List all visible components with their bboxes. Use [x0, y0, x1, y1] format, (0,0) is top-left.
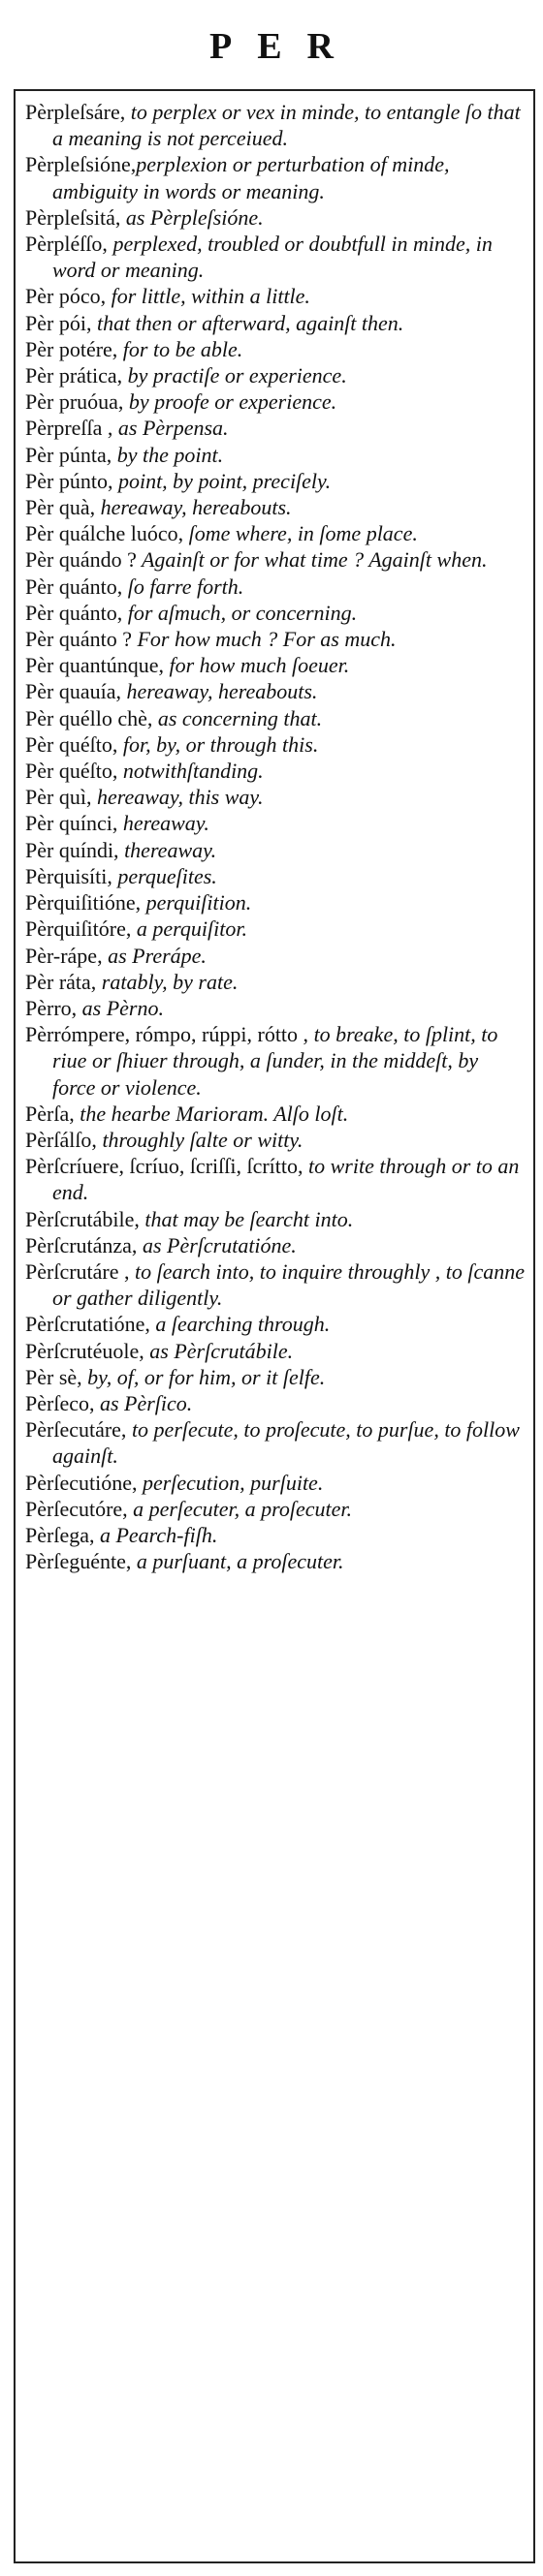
definition: perplexion or perturbation of minde, ambiguity in words or meaning.	[52, 152, 450, 203]
dictionary-entry	[25, 600, 526, 626]
dictionary-entry	[25, 1153, 526, 1205]
headword: Pèrquiſitióne,	[25, 890, 142, 916]
definition: as Prerápe.	[102, 943, 207, 968]
definition: hereaway, hereabouts.	[120, 679, 318, 704]
definition: to perſecute, to proſecute, to purſue, to follow againſt.	[52, 1417, 520, 1469]
dictionary-entry	[25, 442, 526, 468]
dictionary-entry	[25, 784, 526, 810]
dictionary-entry	[25, 889, 526, 916]
dictionary-entry	[25, 204, 526, 231]
definition: as Pèrno.	[77, 995, 164, 1020]
definition: as Pèrpleſsióne.	[120, 204, 264, 230]
headword: Pèr quánto,	[25, 600, 123, 625]
dictionary-entry	[25, 494, 526, 520]
definition: ratably, by rate.	[96, 969, 239, 994]
definition: For how much ? For as much.	[131, 627, 397, 652]
headword: Pèrpléſſo,	[25, 232, 108, 257]
headword: Pèr quándo ?	[25, 547, 137, 573]
dictionary-entry	[25, 916, 526, 942]
headword: Pèr-rápe,	[25, 943, 103, 968]
headword: Pèrſcrutáre ,	[25, 1258, 130, 1284]
dictionary-entry	[25, 1364, 526, 1390]
dictionary-entry	[25, 731, 526, 758]
headword: Pèr prática,	[25, 363, 123, 388]
definition: as Pèrſico.	[94, 1390, 193, 1415]
definition: as Pèrſcrutábile.	[144, 1338, 294, 1363]
dictionary-entry	[25, 969, 526, 995]
headword: Pèr quálche luóco,	[25, 521, 184, 546]
dictionary-entry	[25, 151, 526, 203]
headword: Pèrquiſitóre,	[25, 916, 132, 942]
headword: Pèrſecutóre,	[25, 1496, 128, 1521]
page-title: PER	[209, 26, 359, 67]
definition: as concerning that.	[152, 705, 323, 730]
dictionary-entry	[25, 520, 526, 546]
dictionary-entry	[25, 1416, 526, 1469]
headword: Pèr quéllo chè,	[25, 705, 153, 730]
dictionary-entry	[25, 1232, 526, 1258]
dictionary-entry	[25, 1548, 526, 1574]
dictionary-entry	[25, 1021, 526, 1101]
dictionary-entry	[25, 1338, 526, 1364]
dictionary-entry	[25, 705, 526, 731]
dictionary-entry	[25, 1206, 526, 1232]
definition: a Pearch-fiſh.	[94, 1522, 218, 1547]
dictionary-entry	[25, 574, 526, 600]
dictionary-entry	[25, 336, 526, 362]
dictionary-entry	[25, 231, 526, 283]
headword: Pèr quà,	[25, 495, 96, 520]
dictionary-entry	[25, 837, 526, 863]
headword: Pèrro,	[25, 995, 78, 1020]
definition: as Pèrpensa.	[112, 416, 229, 441]
definition: as Pèrſcrutatióne.	[137, 1232, 297, 1257]
dictionary-entry	[25, 863, 526, 889]
dictionary-entry	[25, 1496, 526, 1522]
dictionary-entry	[25, 362, 526, 388]
definition: perqueſites.	[112, 863, 217, 888]
definition: ſome where, in ſome place.	[183, 521, 418, 546]
definition: to write through or to an end.	[52, 1154, 520, 1205]
headword: Pèrſa,	[25, 1101, 75, 1126]
headword: Pèr quéſto,	[25, 759, 118, 784]
definition: that may be ſearcht into.	[139, 1206, 354, 1231]
headword: Pèrpreſſa ,	[25, 416, 113, 441]
definition: a purſuant, a proſecuter.	[131, 1549, 344, 1574]
definition: hereaway, hereabouts.	[95, 495, 292, 520]
definition: perſecution, purſuite.	[137, 1470, 324, 1495]
headword: Pèr potére,	[25, 336, 118, 361]
headword: Pèrſecutióne,	[25, 1470, 138, 1495]
headword: Pèr quíndi,	[25, 837, 119, 862]
dictionary-entry	[25, 678, 526, 704]
dictionary-entry	[25, 468, 526, 494]
dictionary-entry	[25, 943, 526, 969]
definition: by, of, or for him, or it ſelfe.	[81, 1364, 326, 1389]
headword: Pèrſcrutánza,	[25, 1232, 138, 1257]
definition: to breake, to ſplint, to riue or ſhiuer through, a ſunder, in the middeſt, by force or violence.	[52, 1022, 498, 1100]
dictionary-column	[14, 91, 535, 2561]
page-header	[0, 0, 543, 78]
dictionary-entry	[25, 1470, 526, 1496]
headword: Pèrſeco,	[25, 1390, 95, 1415]
definition: for aſmuch, or concerning.	[122, 600, 358, 625]
definition: notwithſtanding.	[117, 759, 264, 784]
dictionary-entry	[25, 1127, 526, 1153]
dictionary-entry	[25, 546, 526, 573]
headword: Pèrpleſsióne,	[25, 152, 137, 177]
definition: by the point.	[112, 442, 224, 467]
headword: Pèr quantúnque,	[25, 653, 164, 678]
headword: Pèr póco,	[25, 284, 107, 309]
dictionary-entry	[25, 995, 526, 1021]
headword: Pèr pruóua,	[25, 389, 124, 415]
definition: by practiſe or experience.	[122, 363, 347, 388]
headword: Pèrſcríuere, ſcríuo, ſcriſſi, ſcrítto,	[25, 1154, 303, 1179]
headword: Pèrrómpere, rómpo, rúppi, rótto ,	[25, 1022, 309, 1047]
headword: Pèrpleſsáre,	[25, 100, 126, 124]
dictionary-entry	[25, 1258, 526, 1311]
definition: to ſearch into, to inquire throughly , to ſcanne or gather diligently.	[52, 1258, 526, 1311]
definition: hereaway.	[117, 811, 209, 836]
definition: for little, within a little.	[106, 284, 310, 309]
dictionary-entry	[25, 310, 526, 336]
definition: perplexed, troubled or doubtfull in minde, in word or meaning.	[52, 232, 493, 283]
headword: Pèrſcrutatióne,	[25, 1312, 150, 1337]
dictionary-entry	[25, 283, 526, 309]
definition: a ſearching through.	[149, 1312, 331, 1337]
definition: a perquiſitor.	[131, 916, 247, 942]
dictionary-entry	[25, 626, 526, 652]
headword: Pèrſeguénte,	[25, 1549, 132, 1574]
headword: Pèrſega,	[25, 1522, 95, 1547]
definition: perquiſition.	[141, 890, 252, 916]
definition: by proofe or experience.	[123, 389, 337, 415]
headword: Pèr pói,	[25, 310, 92, 335]
headword: Pèrquisíti,	[25, 863, 112, 888]
definition: ſo farre forth.	[122, 574, 244, 599]
column-bottom-rule	[14, 2561, 535, 2563]
definition: thereaway.	[118, 837, 217, 862]
dictionary-entry	[25, 810, 526, 836]
headword: Pèr quánto,	[25, 574, 123, 599]
definition: for how much ſoeuer.	[163, 653, 350, 678]
headword: Pèr quéſto,	[25, 731, 118, 757]
dictionary-entry	[25, 758, 526, 784]
headword: Pèr quauía,	[25, 679, 121, 704]
entry-list	[25, 99, 526, 1574]
headword: Pèr ráta,	[25, 969, 97, 994]
definition: throughly ſalte or witty.	[96, 1127, 303, 1152]
headword: Pèrpleſsitá,	[25, 204, 121, 230]
headword: Pèr quánto ?	[25, 627, 132, 652]
headword: Pèr púnta,	[25, 442, 112, 467]
dictionary-entry	[25, 1390, 526, 1416]
definition: for to be able.	[117, 336, 243, 361]
dictionary-entry	[25, 99, 526, 151]
definition: for, by, or through this.	[117, 731, 319, 757]
definition: a perſecuter, a proſecuter.	[127, 1496, 353, 1521]
headword: Pèrſcrutábile,	[25, 1206, 140, 1231]
dictionary-entry	[25, 1522, 526, 1548]
definition: the hearbe Marioram. Alſo loſt.	[74, 1101, 349, 1126]
headword: Pèr quínci,	[25, 811, 118, 836]
headword: Pèrſecutáre,	[25, 1417, 127, 1443]
definition: Againſt or for what time ? Againſt when.	[136, 547, 488, 573]
dictionary-entry	[25, 652, 526, 678]
definition: hereaway, this way.	[91, 785, 264, 810]
headword: Pèr púnto,	[25, 468, 113, 493]
headword: Pèrſálſo,	[25, 1127, 97, 1152]
definition: point, by point, preciſely.	[112, 468, 332, 493]
dictionary-entry	[25, 388, 526, 415]
headword: Pèr sè,	[25, 1364, 82, 1389]
dictionary-entry	[25, 1311, 526, 1337]
dictionary-entry	[25, 415, 526, 441]
definition: that then or afterward, againſt then.	[91, 310, 404, 335]
headword: Pèrſcrutéuole,	[25, 1338, 144, 1363]
definition: to perplex or vex in minde, to entangle ſo that a meaning is not perceiued.	[52, 100, 521, 151]
dictionary-entry	[25, 1101, 526, 1127]
headword: Pèr quì,	[25, 785, 92, 810]
